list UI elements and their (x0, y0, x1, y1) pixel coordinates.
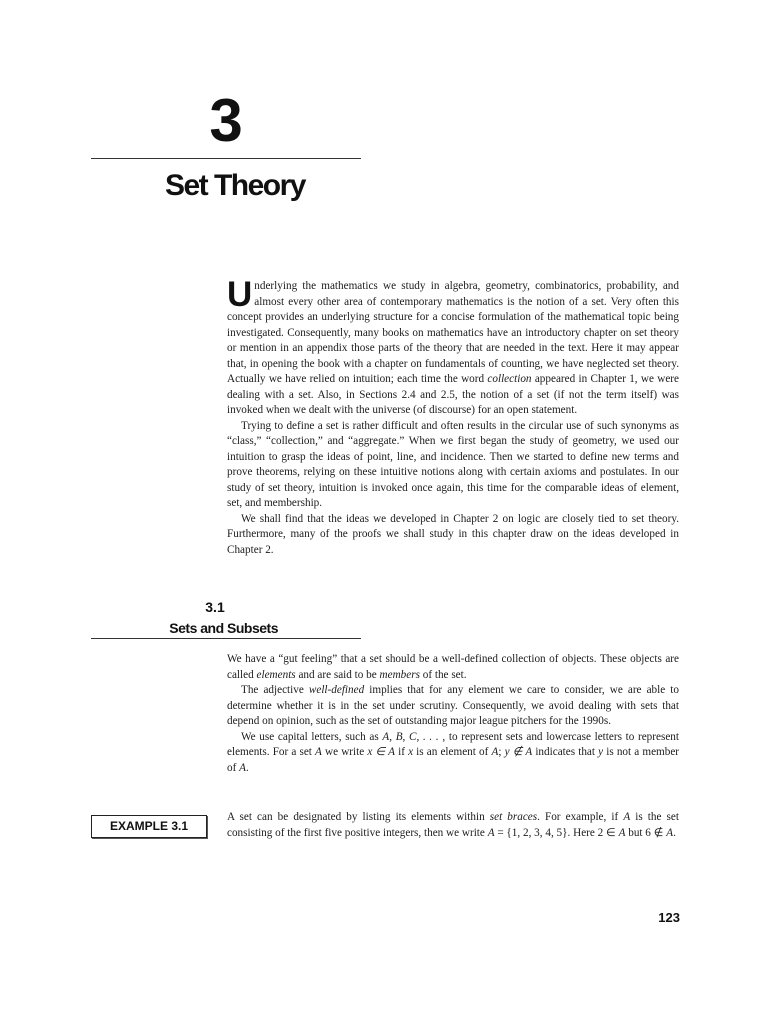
s-p2-a: The adjective (241, 684, 309, 696)
s-p3-em5: A (491, 746, 499, 758)
s-p1-b: and are said to be (295, 668, 380, 681)
s-p3-em8: A (239, 761, 246, 774)
s-p3-f: ; (498, 746, 505, 758)
s-p3-a: We use capital letters, such as (241, 730, 383, 743)
ex-c: is the set consisting of the first five positive integers, then we write (227, 811, 679, 839)
page-number: 123 (658, 910, 680, 925)
example-text (227, 810, 679, 841)
ex-d: = {1, 2, 3, 4, 5}. Here 2 ∈ (494, 826, 619, 839)
s-p1-c: of the set. (419, 668, 467, 681)
s-p1-em1: elements (256, 668, 296, 681)
s-p3-em4: x (408, 746, 414, 758)
intro-paragraph-1 (227, 275, 679, 419)
s-p2-b: implies that for any element we care to consider, we are able to determine whether it is in the set under scrutiny. Consequently, we avoid dealing with sets that depend on opinion, such as the set of outstanding major league pitchers for the 1990s. (227, 684, 679, 727)
example-label: EXAMPLE 3.1 (91, 815, 207, 838)
drop-cap: U (227, 275, 253, 314)
intro-text (227, 275, 679, 558)
ex-f: . (673, 826, 676, 839)
ex-em2: A (623, 811, 631, 823)
section-paragraph-2 (227, 683, 679, 730)
example-paragraph (227, 810, 679, 841)
section-text (227, 652, 679, 776)
s-p3-e: is an element of (413, 746, 492, 758)
s-p3-em7: y (598, 746, 604, 758)
s-p3-c: we write (321, 746, 368, 758)
ex-a: A set can be designated by listing its elements within (227, 811, 490, 823)
s-p3-em2: A (315, 746, 322, 758)
section-number: 3.1 (205, 599, 225, 615)
section-paragraph-1 (227, 652, 679, 683)
s-p3-em1: A, B, C, . . . , (382, 730, 446, 743)
s-p3-b: to represent sets and lowercase letters to represent elements. For a set (227, 730, 679, 758)
intro-p1-end: appeared in Chapter 1, we were dealing with a set. Also, in Sections 2.4 and 2.5, the notion of a set (if not the term itself) was invoked when we dealt with the universe (of discourse) for an open statement. (227, 373, 679, 416)
ex-b: . For example, if (537, 811, 624, 823)
s-p3-em6: y ∉ A (504, 746, 533, 758)
chapter-title: Set Theory (164, 169, 305, 202)
s-p3-h: is not a member of (227, 746, 680, 774)
ex-e: but 6 ∉ (625, 826, 667, 839)
chapter-rule (91, 158, 361, 159)
ex-em5: A (666, 826, 674, 839)
ex-em3: A (487, 826, 495, 839)
ex-em1: set braces (489, 811, 538, 823)
section-title: Sets and Subsets (169, 620, 278, 636)
chapter-number: 3 (209, 87, 243, 154)
intro-p1-text: nderlying the mathematics we study in algebra, geometry, combinatorics, probability, and almost every other area of contemporary mathematics is the notion of a set. Very often this concept provides an underlying structure for a concise formulation of the mathematical topic being investigated. Consequently, many books on mathematics have an introductory chapter on set theory or mention in an appendix those parts of the theory that are needed in the text. Here it may appear that, in opening the book with a chapter on fundamentals of counting, we have neglected set theory. Actually we have relied on intuition; each time the word (227, 280, 679, 385)
section-rule (91, 638, 361, 639)
intro-paragraph-2: Trying to define a set is rather difficult and often results in the circular use of such synonyms as “class,” “collection,” and “aggregate.” When we first began the study of geometry, we used our intuition to grasp the ideas of point, line, and incidence. Then we started to define new terms and prove theorems, relying on these intuitive notions along with certain axioms and postulates. In our study of set theory, intuition is invoked once again, this time for the comparable ideas of element, set, and membership. (227, 419, 679, 509)
section-paragraph-3 (227, 730, 679, 777)
intro-p1-emphasis: collection (487, 373, 532, 385)
s-p1-em2: members (379, 668, 420, 681)
s-p3-d: if (394, 746, 409, 758)
s-p3-i: . (245, 761, 249, 774)
ex-em4: A (618, 826, 626, 839)
s-p3-em3: x ∈ A (367, 746, 395, 758)
intro-paragraph-3: We shall find that the ideas we developed in Chapter 2 on logic are closely tied to set theory. Furthermore, many of the proofs we shall study in this chapter draw on the ideas developed in Chapter 2. (227, 512, 679, 556)
s-p1-a: We have a “gut feeling” that a set should be a well-defined collection of objects. These objects are called (227, 653, 679, 681)
s-p2-em: well-defined (308, 684, 365, 696)
s-p3-g: indicates that (532, 746, 599, 758)
